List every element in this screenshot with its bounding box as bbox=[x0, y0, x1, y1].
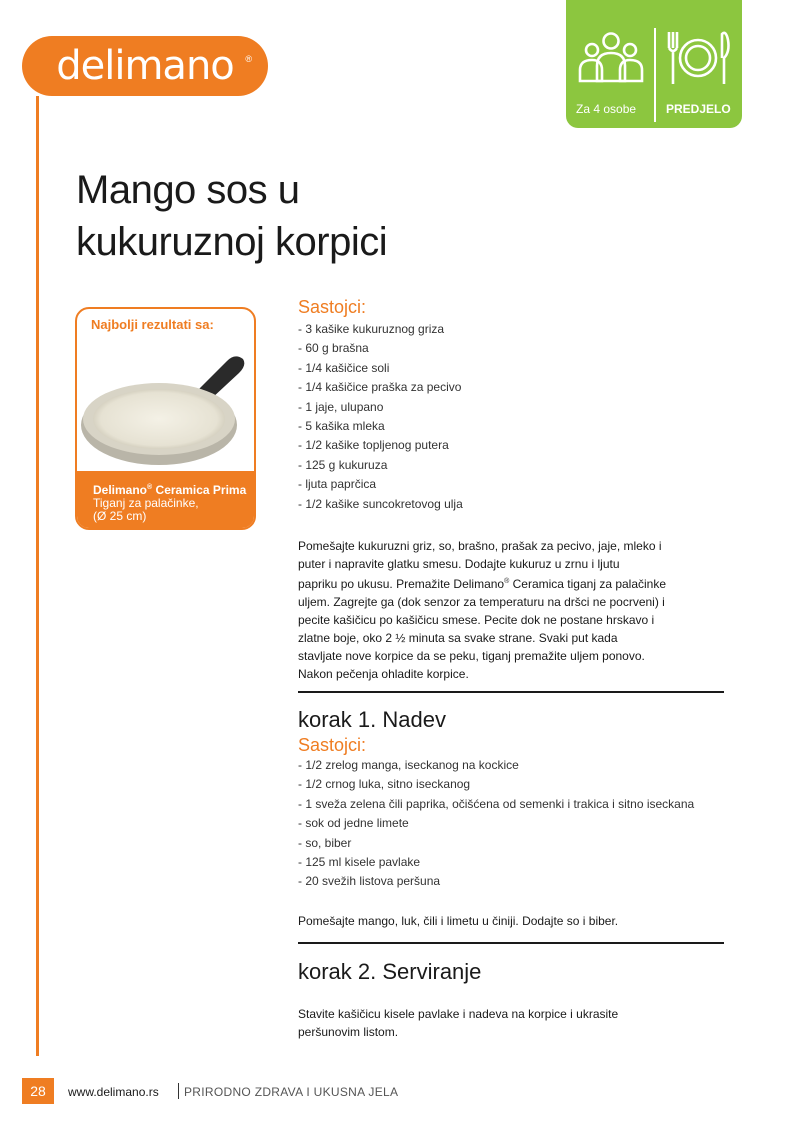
product-brand: Delimano bbox=[93, 483, 148, 497]
product-desc-1: Tiganj za palačinke, bbox=[93, 496, 199, 510]
recipe-title bbox=[76, 164, 387, 268]
list-item: - 1/2 kašike suncokretovog ulja bbox=[298, 496, 463, 511]
footer-tagline: PRIRODNO ZDRAVA I UKUSNA JELA bbox=[184, 1085, 399, 1099]
registered-mark: ® bbox=[504, 578, 510, 585]
people-icon bbox=[578, 28, 644, 84]
ingredients-heading: Sastojci: bbox=[298, 297, 367, 317]
step-1-title: korak 1. Nadev bbox=[298, 707, 446, 732]
footer-divider bbox=[178, 1083, 179, 1099]
title-line-1: Mango sos u bbox=[76, 168, 300, 212]
product-reg-mark: ® bbox=[147, 484, 153, 491]
instruction-line: Nakon pečenja ohladite korpice. bbox=[298, 667, 469, 681]
instruction-line bbox=[298, 573, 666, 593]
list-item: - 1/4 kašičice soli bbox=[298, 360, 390, 375]
list-item: - 1/2 zrelog manga, iseckanog na kockice bbox=[298, 758, 519, 772]
step-1-ingredients-heading: Sastojci: bbox=[298, 735, 367, 755]
badge-divider bbox=[654, 28, 656, 122]
list-item: - 60 g brašna bbox=[298, 341, 369, 356]
list-item: - 3 kašike kukuruznog griza bbox=[298, 322, 445, 336]
left-accent-line bbox=[36, 96, 39, 1056]
list-item: - 125 g kukuruza bbox=[298, 457, 388, 472]
section-divider bbox=[298, 942, 724, 944]
main-instructions bbox=[298, 537, 666, 683]
step-1-ingredients-list bbox=[298, 756, 694, 892]
product-box bbox=[75, 307, 256, 530]
instruction-line: puter i napravite glatku smesu. Dodajte kukuruz u zrnu i ljutu bbox=[298, 557, 620, 571]
servings-label: Za 4 osobe bbox=[576, 102, 637, 116]
list-item: - sok od jedne limete bbox=[298, 816, 409, 831]
product-heading: Najbolji rezultati sa: bbox=[91, 317, 214, 332]
section-divider bbox=[298, 691, 724, 693]
instruction-line: Pomešajte kukuruzni griz, so, brašno, prašak za pecivo, jaje, mleko i bbox=[298, 539, 662, 553]
instruction-line: zlatne boje, oko 2 ½ minuta sa svake strane. Svaki put kada bbox=[298, 631, 618, 645]
instruction-line: Stavite kašičicu kisele pavlake i nadeva na korpice i ukrasite bbox=[298, 1007, 619, 1021]
page-number: 28 bbox=[22, 1078, 54, 1104]
list-item: - so, biber bbox=[298, 835, 352, 850]
frying-pan-image bbox=[77, 333, 256, 473]
list-item: - 1/4 kašičice praška za pecivo bbox=[298, 380, 462, 395]
step-1 bbox=[298, 706, 694, 892]
step-2-instructions bbox=[298, 1005, 618, 1041]
list-item: - 1 jaje, ulupano bbox=[298, 399, 384, 414]
list-item: - 1/2 kašike topljenog putera bbox=[298, 438, 449, 453]
logo-registered-mark: ® bbox=[245, 54, 252, 64]
instruction-text: papriku po ukusu. Premažite Delimano bbox=[298, 577, 505, 591]
list-item: - 20 svežih listova peršuna bbox=[298, 874, 441, 889]
category-label: PREDJELO bbox=[666, 102, 731, 116]
instruction-line: pecite kašičicu po kašičicu smese. Pecite dok ne postane hrskavo i bbox=[298, 613, 655, 627]
brand-logo bbox=[22, 36, 268, 96]
step-1-instructions: Pomešajte mango, luk, čili i limetu u činiji. Dodajte so i biber. bbox=[298, 914, 619, 928]
instruction-line: uljem. Zagrejte ga (dok senzor za temperaturu na dršci ne pocrveni) i bbox=[298, 595, 665, 609]
step-2 bbox=[298, 958, 481, 986]
instruction-line: stavljate nove korpice da se peku, tiganj premažite uljem ponovo. bbox=[298, 649, 645, 663]
logo-wordmark: delimano bbox=[56, 43, 234, 89]
list-item: - 1/2 crnog luka, sitno iseckanog bbox=[298, 777, 471, 792]
product-info bbox=[77, 471, 254, 530]
product-model: Ceramica Prima bbox=[152, 483, 247, 497]
list-item: - ljuta paprčica bbox=[298, 477, 377, 492]
cutlery-icon bbox=[664, 28, 732, 88]
list-item: - 5 kašika mleka bbox=[298, 419, 385, 434]
list-item: - 1 sveža zelena čili paprika, očišćena od semenki i trakica i sitno iseckana bbox=[298, 796, 695, 811]
list-item: - 125 ml kisele pavlake bbox=[298, 855, 421, 870]
instruction-text: Ceramica tiganj za palačinke bbox=[509, 577, 667, 591]
step-2-title: korak 2. Serviranje bbox=[298, 959, 482, 984]
recipe-badge bbox=[566, 0, 742, 128]
product-desc-2: (Ø 25 cm) bbox=[93, 509, 147, 523]
product-name bbox=[93, 481, 254, 497]
title-line-2: kukuruznoj korpici bbox=[76, 220, 388, 264]
instruction-line: peršunovim listom. bbox=[298, 1025, 399, 1039]
website-url[interactable]: www.delimano.rs bbox=[68, 1085, 159, 1099]
main-ingredients bbox=[298, 296, 463, 514]
ingredients-list bbox=[298, 320, 463, 514]
